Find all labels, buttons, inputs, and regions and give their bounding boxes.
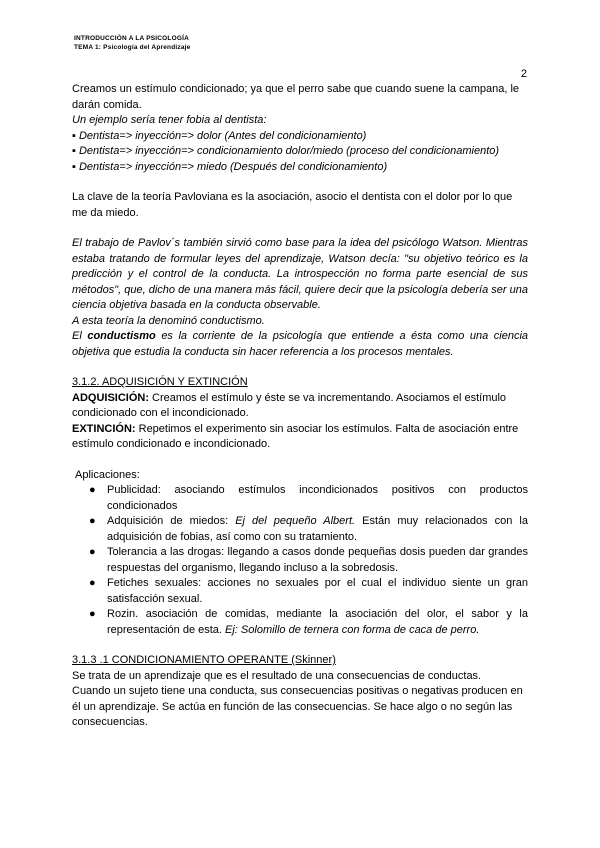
- paragraph-adquisicion: ADQUISICIÓN: Creamos el estímulo y éste se va incrementando. Asociamos el estímulo condicionado con el incondicionado.: [72, 391, 507, 419]
- bullet-icon: ●: [89, 484, 96, 496]
- example-item: ▪ Dentista=> inyección=> dolor (Antes del condicionamiento): [72, 129, 367, 142]
- page-body: [72, 82, 528, 731]
- paragraph-clave: La clave de la teoría Pavloviana es la asociación, asocio el dentista con el dolor por lo que me da miedo.: [72, 191, 513, 219]
- paragraph-conductismo-name: A esta teoría la denominó conductismo.: [72, 314, 265, 327]
- paragraph-operante-1: Se trata de un aprendizaje que es el resultado de una consecuencias de conductas.: [72, 669, 482, 682]
- list-item: ● Rozin. asociación de comidas, mediante la asociación del olor, el sabor y la representación de esta. Ej: Solomillo de ternera con forma de caca de perro.: [89, 608, 528, 636]
- example-intro: Un ejemplo sería tener fobia al dentista:: [72, 114, 267, 126]
- header-topic: TEMA 1: Psicología del Aprendizaje: [74, 44, 191, 51]
- aplicaciones-title: Aplicaciones:: [75, 468, 140, 481]
- paragraph-extincion: EXTINCIÓN: Repetimos el experimento sin asociar los estímulos. Falta de asociación entre estímulo condicionado e incondicionado.: [72, 422, 519, 450]
- section-title-adquisicion: 3.1.2. ADQUISICIÓN Y EXTINCIÓN: [72, 376, 248, 388]
- paragraph-condicionado: Creamos un estímulo condicionado; ya que el perro sabe que cuando suene la campana, le darán comida.: [72, 83, 520, 111]
- bullet-icon: ●: [89, 546, 96, 558]
- paragraph-conductismo-def: El conductismo es la corriente de la psicología que entiende a ésta como una ciencia objetiva que estudia la conducta sin hacer referencia a los procesos mentales.: [72, 330, 529, 358]
- document-header: [74, 34, 190, 52]
- term-extincion: EXTINCIÓN:: [72, 422, 136, 435]
- bullet-icon: ●: [89, 608, 96, 620]
- list-item: ● Publicidad: asociando estímulos incondicionados positivos con productos condicionados: [89, 484, 528, 512]
- aplicaciones-list: [72, 483, 528, 638]
- term-conductismo: conductismo: [87, 330, 156, 342]
- list-item: ● Tolerancia a las drogas: llegando a casos donde pequeñas dosis pueden dar grandes respuestas del organismo, llegando incluso a la sobredosis.: [89, 546, 528, 574]
- header-course: INTRODUCCIÓN A LA PSICOLOGÍA: [74, 35, 190, 42]
- example-item: ▪ Dentista=> inyección=> miedo (Después del condicionamiento): [72, 160, 388, 173]
- bullet-icon: ●: [89, 577, 96, 589]
- bullet-icon: ●: [89, 515, 96, 527]
- page-number: 2: [520, 68, 527, 80]
- term-adquisicion: ADQUISICIÓN:: [72, 391, 149, 404]
- example-item: ▪ Dentista=> inyección=> condicionamiento dolor/miedo (proceso del condicionamiento): [72, 145, 500, 157]
- list-item: ● Adquisición de miedos: Ej del pequeño Albert. Están muy relacionados con la adquisición de fobias, así como con su tratamiento.: [89, 515, 528, 543]
- paragraph-watson: El trabajo de Pavlov´s también sirvió como base para la idea del psicólogo Watson. Mientras estaba tratando de formular leyes del aprendizaje, Watson decía: "su objetivo teórico es la predicción y el control de la conducta. La introspección no forma parte esencial de sus métodos", que, dicho de una manera más fácil, quiere decir que la psicología debería ser una ciencia objetiva basada en la conducta observable.: [72, 237, 528, 311]
- list-item: ● Fetiches sexuales: acciones no sexuales por el cual el individuo siente un gran satisfacción sexual.: [89, 577, 528, 605]
- section-title-operante: 3.1.3 .1 CONDICIONAMIENTO OPERANTE (Skinner): [72, 654, 336, 666]
- paragraph-operante-2: Cuando un sujeto tiene una conducta, sus consecuencias positivas o negativas producen en él un aprendizaje. Se actúa en función de las consecuencias. Se hace algo o no según las consecuencias.: [72, 685, 523, 728]
